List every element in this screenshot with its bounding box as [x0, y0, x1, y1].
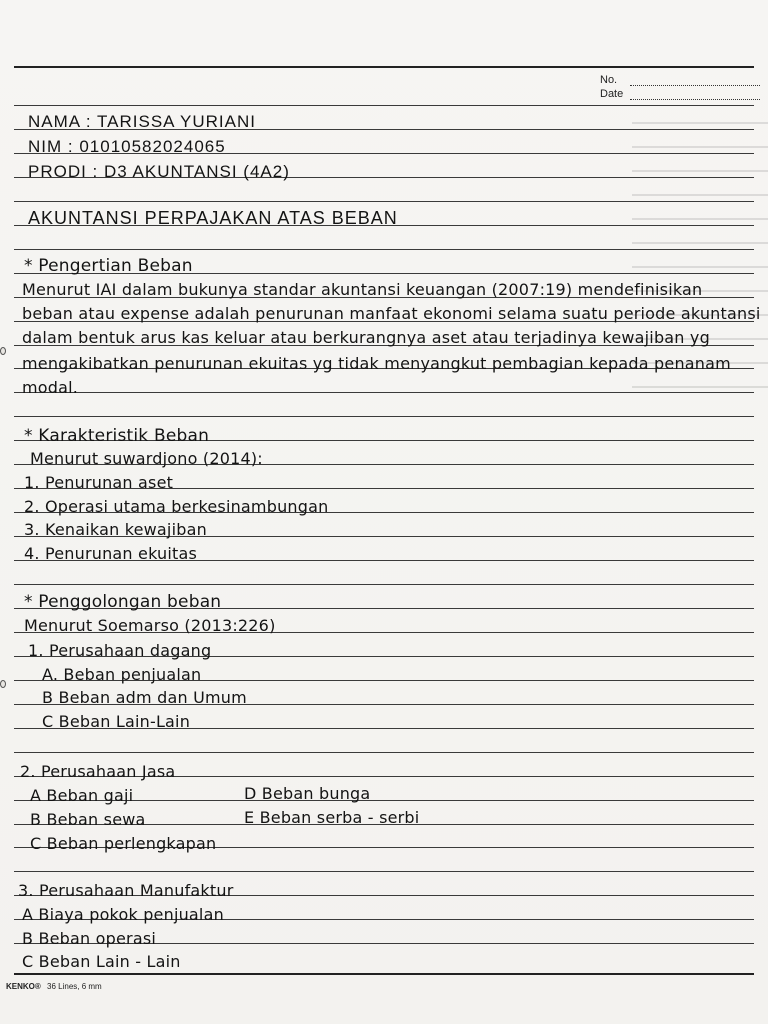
ruled-line	[14, 584, 754, 585]
binder-hole	[0, 680, 6, 688]
pengertian-line: beban atau expense adalah penurunan manfaat ekonomi selama suatu periode akuntansi	[22, 304, 761, 323]
karakteristik-item: 1. Penurunan aset	[24, 473, 174, 492]
bottom-rule	[14, 973, 754, 975]
karakteristik-heading: * Karakteristik Beban	[24, 426, 210, 446]
dagang-item: C Beban Lain-Lain	[42, 712, 191, 731]
identity-nim: NIM : 01010582024065	[28, 137, 226, 156]
notebook-footer	[6, 982, 102, 991]
jasa-item: E Beban serba - serbi	[244, 808, 420, 827]
line-spec-label: 36 Lines, 6 mm	[47, 982, 102, 991]
jasa-item: B Beban sewa	[30, 810, 146, 829]
penggolongan-source: Menurut Soemarso (2013:226)	[24, 616, 276, 635]
penggolongan-heading: * Penggolongan beban	[24, 592, 222, 612]
bleed-through-texture	[598, 100, 768, 720]
karakteristik-item: 2. Operasi utama berkesinambungan	[24, 497, 329, 516]
jasa-title: 2. Perusahaan Jasa	[20, 762, 176, 781]
no-field	[600, 72, 760, 86]
manufaktur-item: A Biaya pokok penjualan	[22, 905, 224, 924]
jasa-item: C Beban perlengkapan	[30, 834, 217, 853]
manufaktur-item: B Beban operasi	[22, 929, 157, 948]
brand-label: KENKO®	[6, 982, 41, 991]
date-label: Date	[600, 88, 624, 100]
pengertian-line: dalam bentuk arus kas keluar atau berkurangnya aset atau terjadinya kewajiban yg	[22, 328, 710, 347]
karakteristik-item: 3. Kenaikan kewajiban	[24, 520, 207, 539]
jasa-item: A Beban gaji	[30, 786, 134, 805]
manufaktur-item: C Beban Lain - Lain	[22, 952, 181, 971]
identity-prodi: PRODI : D3 AKUNTANSI (4A2)	[28, 162, 290, 181]
pengertian-line: Menurut IAI dalam bukunya standar akuntansi keuangan (2007:19) mendefinisikan	[22, 280, 703, 299]
dagang-title: 1. Perusahaan dagang	[28, 641, 212, 660]
ruled-line	[14, 871, 754, 872]
ruled-line	[14, 752, 754, 753]
ruled-line	[14, 105, 754, 106]
no-dots	[630, 76, 760, 86]
date-field	[600, 86, 760, 100]
manufaktur-title: 3. Perusahaan Manufaktur	[18, 881, 234, 900]
ruled-line	[14, 416, 754, 417]
binder-hole	[0, 347, 6, 355]
ruled-line	[14, 392, 754, 393]
pengertian-line: mengakibatkan penurunan ekuitas yg tidak menyangkut pembagian kepada penanam	[22, 354, 731, 373]
pengertian-line: modal.	[22, 378, 79, 397]
date-dots	[630, 90, 760, 100]
dagang-item: A. Beban penjualan	[42, 665, 202, 684]
ruled-line	[14, 249, 754, 250]
karakteristik-source: Menurut suwardjono (2014):	[30, 449, 263, 468]
dagang-item: B Beban adm dan Umum	[42, 688, 247, 707]
ruled-line	[14, 201, 754, 202]
header-no-date	[600, 72, 760, 100]
pengertian-heading: * Pengertian Beban	[24, 256, 193, 276]
karakteristik-item: 4. Penurunan ekuitas	[24, 544, 198, 563]
jasa-item: D Beban bunga	[244, 784, 371, 803]
top-rule	[14, 66, 754, 68]
no-label: No.	[600, 74, 618, 86]
page-title: AKUNTANSI PERPAJAKAN ATAS BEBAN	[28, 208, 398, 228]
identity-nama: NAMA : TARISSA YURIANI	[28, 112, 256, 131]
